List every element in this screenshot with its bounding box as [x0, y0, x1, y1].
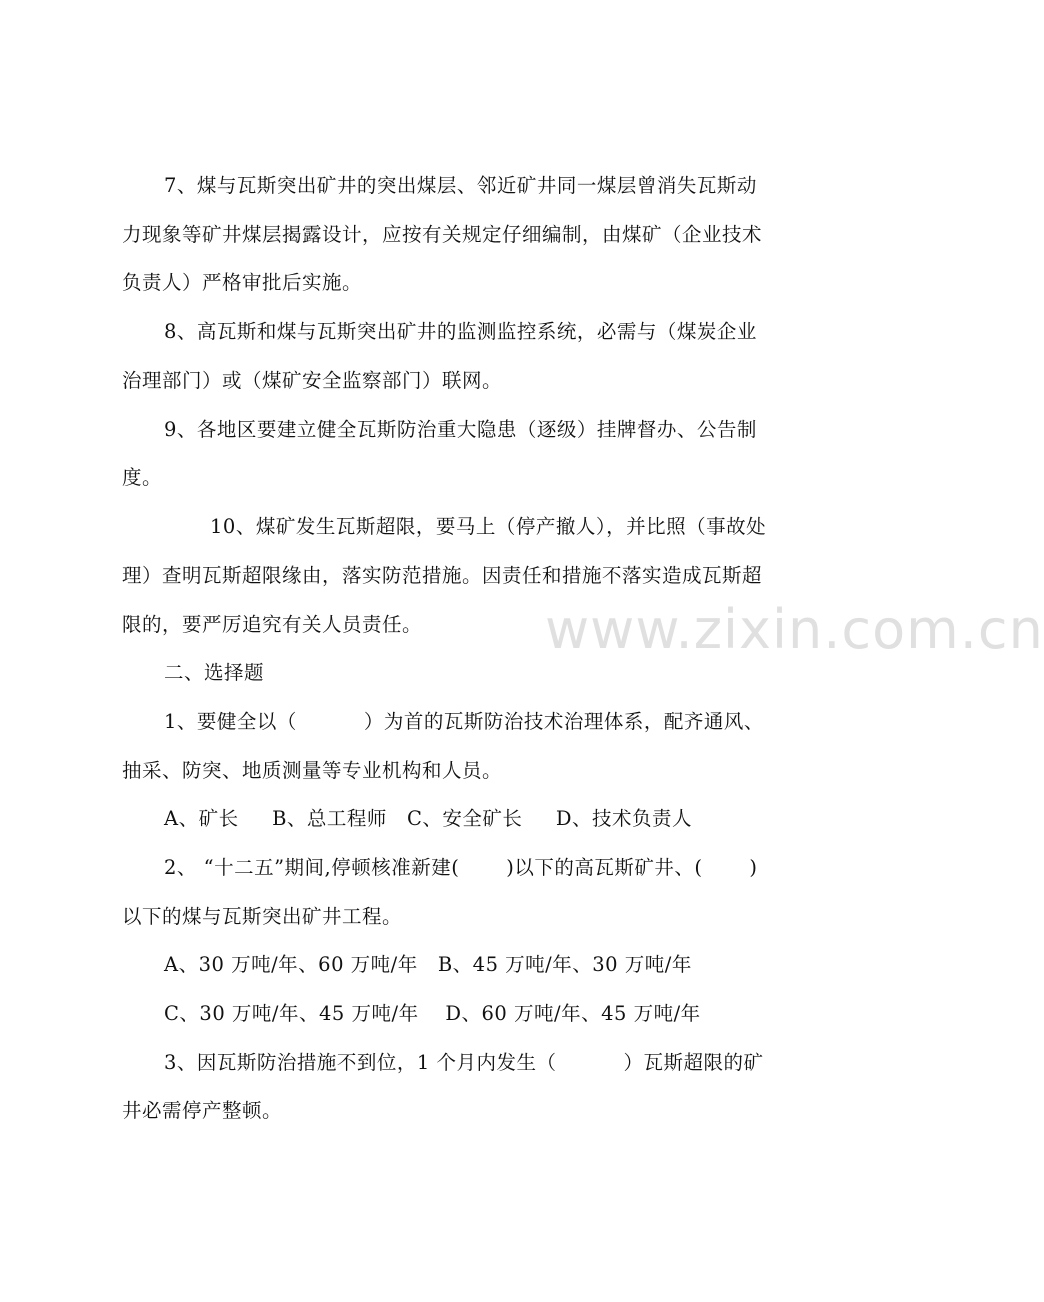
options-line: C、30 万吨/年、45 万吨/年 D、60 万吨/年、45 万吨/年: [164, 1002, 701, 1025]
question-line: 井必需停产整顿。: [122, 1099, 283, 1122]
text-line: 限的，要严厉追究有关人员责任。: [122, 613, 423, 636]
text-line: 8、高瓦斯和煤与瓦斯突出矿井的监测监控系统，必需与（煤炭企业: [164, 320, 757, 343]
question-line: 1、要健全以（ ）为首的瓦斯防治技术治理体系，配齐通风、: [164, 710, 764, 733]
question-line: 抽采、防突、地质测量等专业机构和人员。: [122, 759, 503, 782]
text-line: 力现象等矿井煤层揭露设计，应按有关规定仔细编制，由煤矿（企业技术: [122, 223, 763, 246]
watermark: www.zixin.com.cn: [545, 598, 1044, 661]
text-line: 度。: [122, 466, 163, 489]
question-line: 3、因瓦斯防治措施不到位，1 个月内发生（ ）瓦斯超限的矿: [164, 1051, 764, 1074]
question-line: 2、 “十二五”期间,停顿核准新建( )以下的高瓦斯矿井、( ): [164, 856, 758, 879]
question-line: 以下的煤与瓦斯突出矿井工程。: [122, 905, 403, 928]
text-line: 9、各地区要建立健全瓦斯防治重大隐患（逐级）挂牌督办、公告制: [164, 418, 757, 441]
options-line: A、矿长 B、总工程师 C、安全矿长 D、技术负责人: [164, 807, 693, 830]
text-line: 理）查明瓦斯超限缘由，落实防范措施。因责任和措施不落实造成瓦斯超: [122, 564, 763, 587]
section-heading: 二、选择题: [164, 661, 265, 684]
text-line: 10、煤矿发生瓦斯超限，要马上（停产撤人），并比照（事故处: [210, 515, 767, 538]
options-line: A、30 万吨/年、60 万吨/年 B、45 万吨/年、30 万吨/年: [164, 953, 692, 976]
text-line: 治理部门）或（煤矿安全监察部门）联网。: [122, 369, 503, 392]
text-line: 负责人）严格审批后实施。: [122, 271, 363, 294]
text-line: 7、煤与瓦斯突出矿井的突出煤层、邻近矿井同一煤层曾消失瓦斯动: [164, 174, 757, 197]
